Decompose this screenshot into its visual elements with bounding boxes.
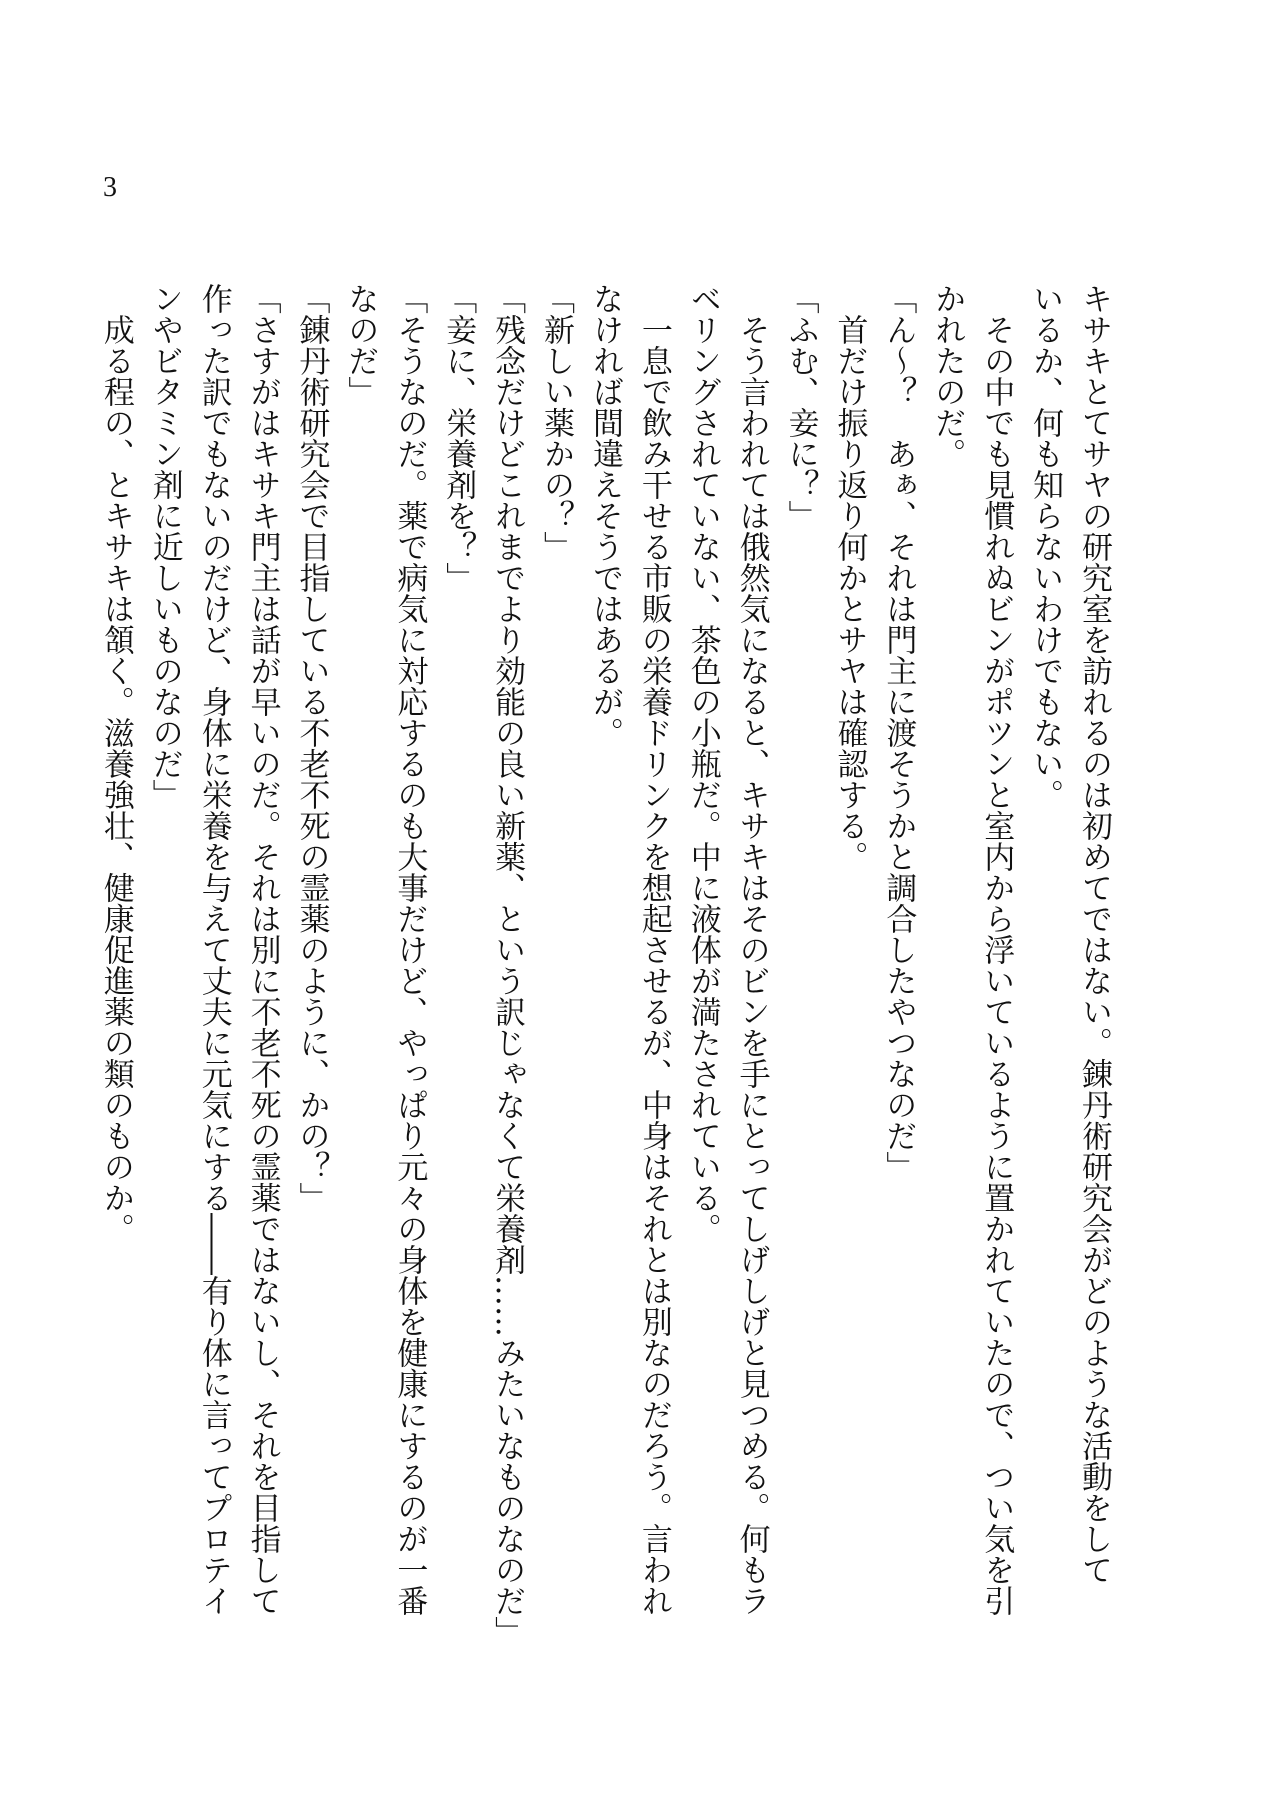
text-line: 「ん〜？ あぁ、それは門主に渡そうかと調合したやつなのだ」 [880,283,917,1182]
page-number: 3 [103,172,117,203]
text-line: 「そうなのだ。薬で病気に対応するのも大事だけど、やっぱり元々の身体を健康にするのが一番 [391,283,428,1616]
text-line: そう言われては俄然気になると、キサキはそのビンを手にとってしげしげと見つめる。何もラ [733,283,770,1616]
text-line: 「妾に、栄養剤を？」 [440,283,477,593]
text-line: ベリングされていない、茶色の小瓶だ。中に液体が満たされている。 [684,283,721,1244]
text-line: いるか、何も知らないわけでもない。 [1027,283,1064,810]
text-line: 首だけ振り返り何かとサヤは確認する。 [831,283,868,872]
text-line: キサキとてサヤの研究室を訪れるのは初めてではない。錬丹術研究会がどのような活動をして [1076,283,1112,1585]
text-line: ンやビタミン剤に近しいものなのだ」 [146,283,183,810]
text-line: なのだ」 [342,283,379,407]
text-line: かれたのだ。 [929,283,966,469]
vertical-text-body [91,283,1118,1647]
text-line: 「錬丹術研究会で目指している不老不死の霊薬のように、かの？」 [293,283,330,1213]
text-line: 作った訳でもないのだけど、身体に栄養を与えて丈夫に元気にする――有り体に言ってプロテイ [195,283,232,1616]
text-line: 一息で飲み干せる市販の栄養ドリンクを想起させるが、中身はそれとは別なのだろう。言われ [635,283,672,1616]
text-line: 「残念だけどこれまでより効能の良い新薬、という訳じゃなくて栄養剤……みたいなものなのだ」 [489,283,526,1647]
text-line: 「ふむ、妾に？」 [782,283,819,531]
text-line: なければ間違えそうではあるが。 [586,283,623,748]
text-line: その中でも見慣れぬビンがポツンと室内から浮いているように置かれていたので、つい気を引 [978,283,1015,1616]
text-line: 「さすがはキサキ門主は話が早いのだ。それは別に不老不死の霊薬ではないし、それを目指して [244,283,281,1616]
text-line: 「新しい薬かの？」 [538,283,575,562]
text-line: 成る程の、とキサキは頷く。滋養強壮、健康促進薬の類のものか。 [97,283,134,1244]
